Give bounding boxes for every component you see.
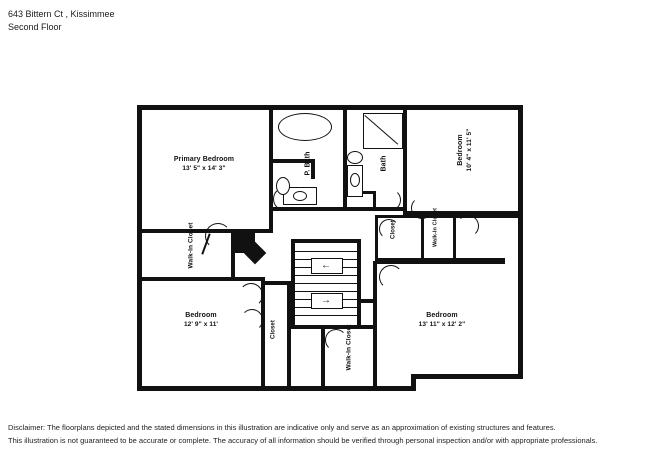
room-name: Bedroom xyxy=(185,312,217,319)
door-arc-closet-bl xyxy=(241,309,263,331)
toilet-bath xyxy=(347,151,363,164)
room-name: Primary Bedroom xyxy=(173,156,235,163)
room-name: Closet xyxy=(390,220,397,239)
room-name: Bedroom xyxy=(426,312,458,319)
room-dimension: 12' 9" x 11' xyxy=(183,321,219,328)
staircase xyxy=(295,243,357,325)
sink-basin-bath xyxy=(350,173,360,187)
room-label-primary-bedroom xyxy=(167,155,241,173)
door-arc-bedroom-tr xyxy=(411,197,433,219)
room-name: P. Bath xyxy=(304,151,312,176)
room-label-closet-bottom-left xyxy=(270,309,279,351)
wall-exterior-bottom-step xyxy=(411,374,523,379)
property-address: 643 Bittern Ct , Kissimmee xyxy=(8,9,115,19)
toilet-pbath xyxy=(276,177,290,195)
wall-exterior-right-lower xyxy=(518,214,523,374)
wall-exterior-bottom-jog xyxy=(411,374,416,391)
room-name: Walk-In Closet xyxy=(432,207,439,248)
wall-exterior-right-upper xyxy=(518,105,523,214)
wall-closet-mid-left xyxy=(375,215,378,261)
room-label-bedroom-top-right xyxy=(456,112,474,188)
room-label-walkin-closet-left xyxy=(187,218,196,274)
wall-closet-mid-div1 xyxy=(421,215,424,261)
disclaimer-line-2: This illustration is not guaranteed to be accurate or complete. The accuracy of all information should be verified through personal inspection and/or with appropriate professionals. xyxy=(8,436,598,445)
room-label-bedroom-bottom-right xyxy=(403,311,481,329)
wall-bedroom-bl-top xyxy=(137,277,265,281)
room-name: Walk-In Closet xyxy=(345,324,353,371)
room-name: Walk-In Closet xyxy=(187,222,195,269)
stair-tread xyxy=(295,315,357,316)
wall-bl-closet-top xyxy=(261,281,291,285)
wall-exterior-bottom-left xyxy=(137,386,413,391)
plan-header xyxy=(8,8,115,34)
wall-closet-mid-div2 xyxy=(453,215,456,261)
disclaimer-line-1: Disclaimer: The floorplans depicted and the stated dimensions in this illustration are indicative only and serve as an approximation of existing structures and features. xyxy=(8,423,556,432)
sink-basin-pbath xyxy=(293,191,307,201)
disclaimer xyxy=(8,421,638,447)
stair-down-arrow: → xyxy=(321,295,331,306)
stair-up-arrow: ← xyxy=(321,260,331,271)
room-label-bath xyxy=(380,141,389,187)
floorplan-canvas xyxy=(135,103,525,393)
room-dimension: 13' 11" x 12' 2" xyxy=(418,321,466,328)
stair-tread xyxy=(295,283,357,284)
door-arc-walkin-right xyxy=(457,215,479,237)
stair-down-marker xyxy=(311,293,343,309)
wall-bedroom-tr-left xyxy=(403,105,407,215)
room-label-walkin-closet-right xyxy=(432,205,441,251)
room-dimension: 13' 5" x 14' 3" xyxy=(182,165,226,172)
wall-closet-small-2 xyxy=(373,191,376,211)
stair-tread xyxy=(295,291,357,292)
wall-pbath-left xyxy=(269,105,273,233)
room-label-pbath xyxy=(304,141,313,187)
stair-tread xyxy=(295,251,357,252)
wall-stair-right xyxy=(357,239,361,329)
room-label-bedroom-bottom-left xyxy=(165,311,237,329)
room-name: Closet xyxy=(270,320,277,339)
door-arc-bedroom-br xyxy=(379,265,403,289)
floor-label: Second Floor xyxy=(8,22,62,32)
wall-exterior-top-right xyxy=(405,105,523,110)
stair-tread xyxy=(295,275,357,276)
room-name: Bedroom xyxy=(457,134,464,166)
wall-exterior-left xyxy=(137,105,142,391)
bathtub-primary xyxy=(278,113,332,141)
room-label-walkin-closet-bottom xyxy=(345,320,354,376)
room-name: Bath xyxy=(380,155,388,172)
wall-exterior-top-left xyxy=(137,105,283,110)
room-label-closet-mid xyxy=(390,209,399,251)
wall-bedroom-br-top xyxy=(373,261,505,264)
stair-up-marker xyxy=(311,258,343,274)
door-arc-bedroom-bl xyxy=(239,283,263,307)
wall-bedroom-br-left xyxy=(373,261,377,391)
room-dimension: 10' 4" x 11' 5" xyxy=(466,128,473,172)
